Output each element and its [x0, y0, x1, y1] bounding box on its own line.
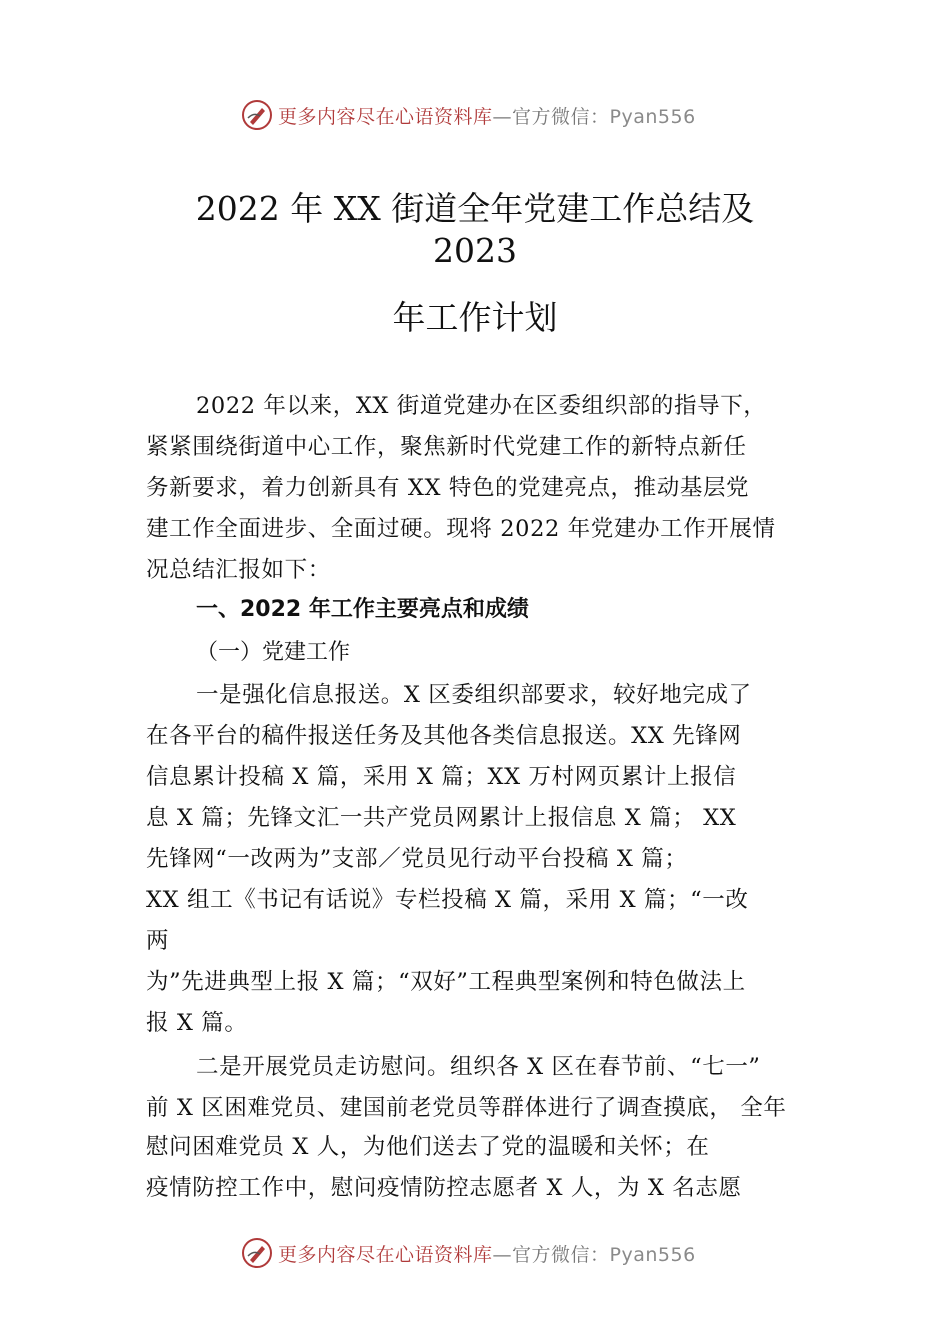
- banner-separator: —: [492, 1243, 513, 1266]
- header-watermark-banner: [0, 95, 950, 135]
- paragraph-line: 二是开展党员走访慰问。组织各 X 区在春节前、“七一”: [196, 1054, 761, 1080]
- intro-line: 务新要求，着力创新具有 XX 特色的党建亮点，推动基层党: [146, 475, 750, 501]
- paragraph-line: 先锋网“一改两为”支部／党员见行动平台投稿 X 篇；: [146, 846, 688, 872]
- intro-line: 建工作全面进步、全面过硬。现将 2022 年党建办工作开展情: [146, 516, 776, 542]
- banner-separator: —: [492, 105, 513, 128]
- brand-logo-icon: [240, 1236, 274, 1270]
- banner-wechat-label: 官方微信：: [512, 1243, 610, 1266]
- banner-content: [240, 1233, 696, 1273]
- paragraph-line: 前 X 区困难党员、建国前老党员等群体进行了调查摸底， 全年: [146, 1095, 787, 1121]
- banner-brand: 更多内容尽在心语资料库: [278, 105, 493, 128]
- paragraph-line: XX 组工《书记有话说》专栏投稿 X 篇，采用 X 篇；“一改: [146, 887, 749, 913]
- paragraph-line: 信息累计投稿 X 篇，采用 X 篇；XX 万村网页累计上报信: [146, 764, 737, 790]
- brand-logo-icon: [240, 98, 274, 132]
- banner-text: [278, 102, 696, 129]
- doc-title-line-2: 2023: [433, 231, 517, 270]
- paragraph-line: 两: [146, 928, 170, 954]
- paragraph-line: 疫情防控工作中，慰问疫情防控志愿者 X 人，为 X 名志愿: [146, 1175, 742, 1201]
- banner-wechat-id: Pyan556: [609, 1243, 696, 1266]
- banner-brand: 更多内容尽在心语资料库: [278, 1243, 493, 1266]
- paragraph-line: 慰问困难党员 X 人，为他们送去了党的温暖和关怀；在: [146, 1134, 710, 1160]
- banner-wechat-label: 官方微信：: [512, 105, 610, 128]
- subsection-heading: （一）党建工作: [196, 640, 351, 665]
- paragraph-line: 一是强化信息报送。X 区委组织部要求，较好地完成了: [196, 682, 752, 708]
- banner-wechat-id: Pyan556: [609, 105, 696, 128]
- intro-line: 紧紧围绕街道中心工作，聚焦新时代党建工作的新特点新任: [146, 434, 747, 460]
- paragraph-line: 息 X 篇；先锋文汇一共产党员网累计上报信息 X 篇； XX: [146, 805, 737, 831]
- paragraph-line: 报 X 篇。: [146, 1010, 248, 1036]
- banner-content: [240, 95, 696, 135]
- doc-title-line-3: 年工作计划: [392, 298, 558, 337]
- doc-title-line-1: 2022 年 XX 街道全年党建工作总结及: [195, 189, 755, 228]
- paragraph-line: 在各平台的稿件报送任务及其他各类信息报送。XX 先锋网: [146, 723, 742, 749]
- footer-watermark-banner: [0, 1233, 950, 1273]
- intro-line: 2022 年以来，XX 街道党建办在区委组织部的指导下，: [196, 393, 767, 419]
- paragraph-line: 为”先进典型上报 X 篇；“双好”工程典型案例和特色做法上: [146, 969, 746, 995]
- intro-line: 况总结汇报如下：: [146, 557, 331, 583]
- section-heading: 一、2022 年工作主要亮点和成绩: [196, 597, 529, 622]
- banner-text: [278, 1240, 696, 1267]
